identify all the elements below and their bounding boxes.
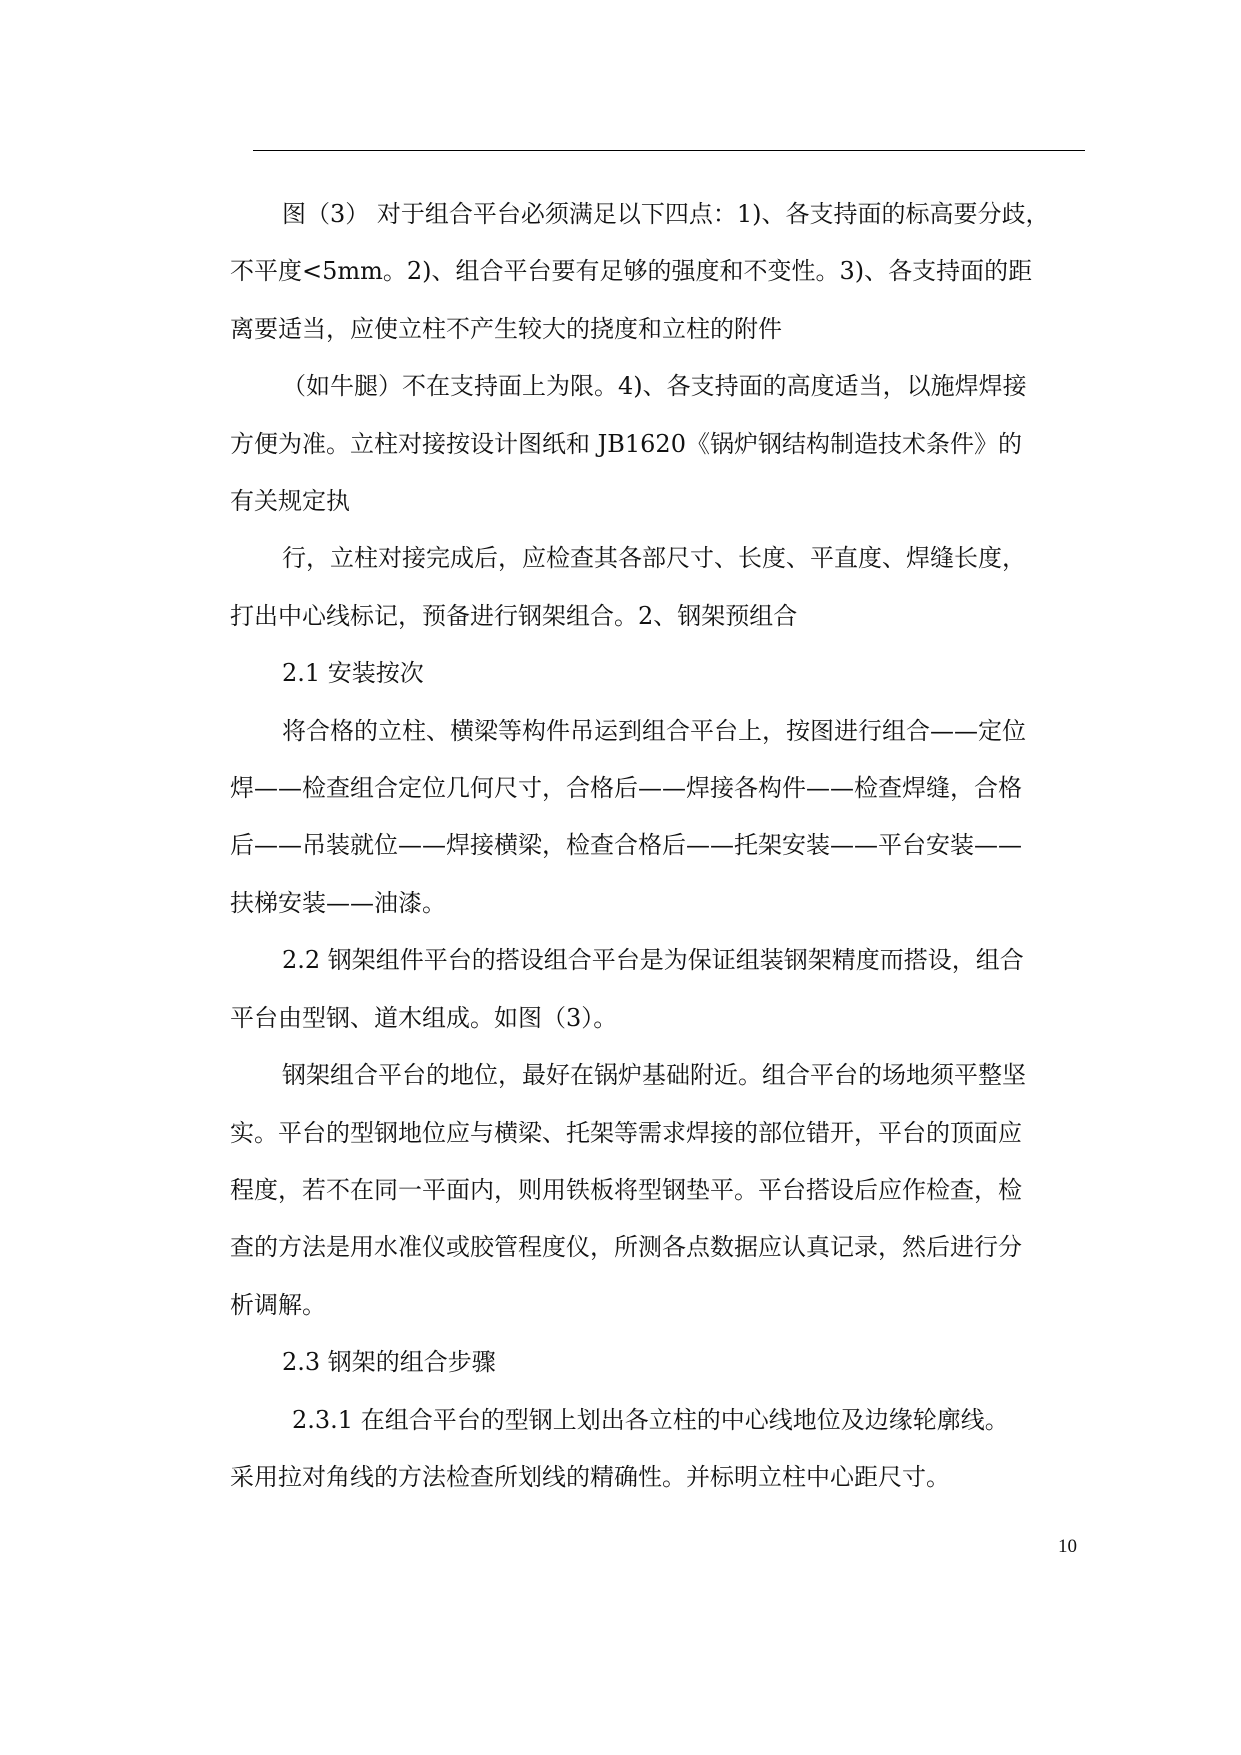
text-line: 2.3 钢架的组合步骤: [282, 1348, 496, 1377]
text-line: 不平度<5mm。2)、组合平台要有足够的强度和不变性。3)、各支持面的距: [230, 257, 1033, 286]
header-rule: [253, 150, 1085, 151]
text-line: 2.3.1 在组合平台的型钢上划出各立柱的中心线地位及边缘轮廓线。: [292, 1405, 1009, 1434]
text-line: 实。平台的型钢地位应与横梁、托架等需求焊接的部位错开，平台的顶面应: [230, 1118, 1022, 1147]
text-line: 2.1 安装按次: [282, 659, 424, 688]
text-line: 行，立柱对接完成后，应检查其各部尺寸、长度、平直度、焊缝长度，: [282, 544, 1026, 573]
text-line: 离要适当，应使立柱不产生较大的挠度和立柱的附件: [230, 314, 782, 343]
text-line: 析调解。: [230, 1290, 326, 1319]
text-line: 扶梯安装——油漆。: [230, 888, 446, 917]
text-line: 焊——检查组合定位几何尺寸，合格后——焊接各构件——检查焊缝，合格: [230, 774, 1022, 803]
text-line: 2.2 钢架组件平台的搭设组合平台是为保证组装钢架精度而搭设，组合: [282, 946, 1024, 975]
text-line: 平台由型钢、道木组成。如图（3）。: [230, 1003, 618, 1032]
text-line: 钢架组合平台的地位，最好在锅炉基础附近。组合平台的场地须平整坚: [282, 1061, 1026, 1090]
text-line: 采用拉对角线的方法检查所划线的精确性。并标明立柱中心距尺寸。: [230, 1462, 950, 1491]
body-text: [230, 186, 1112, 1506]
text-line: 将合格的立柱、横梁等构件吊运到组合平台上，按图进行组合——定位: [282, 716, 1026, 745]
text-line: 程度，若不在同一平面内，则用铁板将型钢垫平。平台搭设后应作检查，检: [230, 1175, 1022, 1204]
text-line: 打出中心线标记，预备进行钢架组合。2、钢架预组合: [230, 601, 798, 630]
text-line: 后——吊装就位——焊接横梁，检查合格后——托架安装——平台安装——: [230, 831, 1022, 860]
text-line: 查的方法是用水准仪或胶管程度仪，所测各点数据应认真记录，然后进行分: [230, 1233, 1022, 1262]
page-number: 10: [1058, 1536, 1077, 1557]
text-line: 图（3） 对于组合平台必须满足以下四点：1)、各支持面的标高要分歧，: [282, 200, 1050, 228]
text-line: 方便为准。立柱对接按设计图纸和 JB1620《锅炉钢结构制造技术条件》的: [230, 429, 1022, 458]
text-line: （如牛腿）不在支持面上为限。4)、各支持面的高度适当，以施焊焊接: [282, 372, 1027, 401]
text-line: 有关规定执: [230, 487, 350, 516]
